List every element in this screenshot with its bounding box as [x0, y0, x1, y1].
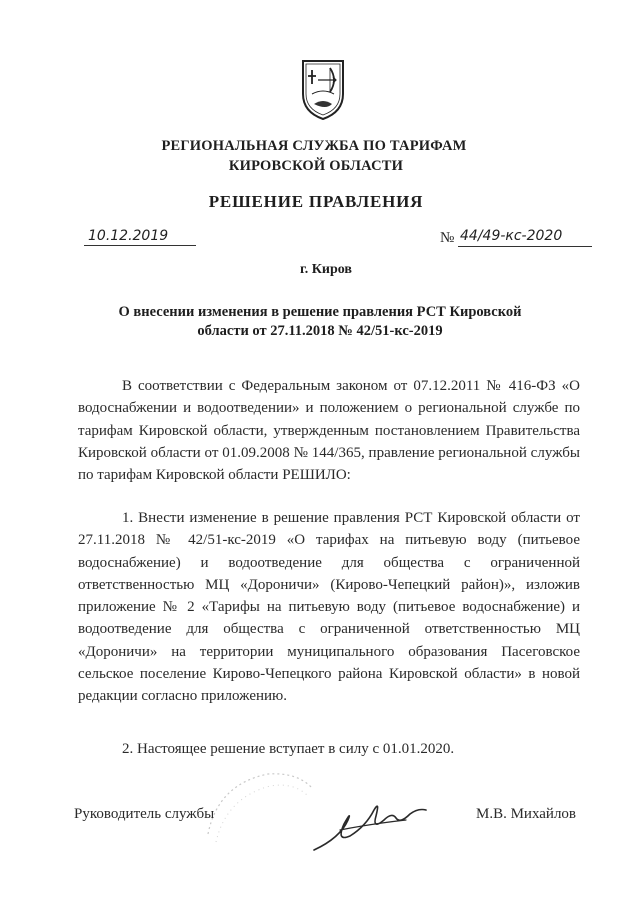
- faint-stamp-icon: [198, 764, 318, 864]
- city: г. Киров: [300, 262, 352, 277]
- date-underline: [84, 245, 196, 246]
- organization-name-line1: РЕГИОНАЛЬНАЯ СЛУЖБА ПО ТАРИФАМ: [161, 138, 467, 154]
- organization-name-line2: КИРОВСКОЙ ОБЛАСТИ: [228, 158, 404, 174]
- kirov-oblast-coat-of-arms-icon: [300, 58, 346, 122]
- number-underline: [458, 246, 592, 247]
- document-subject: [0, 303, 640, 341]
- subject-line2: области от 27.11.2018 № 42/51-кс-2019: [197, 323, 443, 339]
- document-type-title: РЕШЕНИЕ ПРАВЛЕНИЯ: [208, 192, 424, 211]
- document-date: 10.12.2019: [88, 228, 169, 244]
- document-number: 44/49-кс-2020: [460, 228, 563, 244]
- decision-item-1: 1. Внести изменение в решение правления РСТ Кировской области от 27.11.2018 № 42/51-кс-2019 «О тарифах на питьевую воду (питьевое водоснабжение) и водоотведение для общества с ограниченной ответственностью МЦ «Дороничи» (Кирово-Чепецкий район)», изложив приложение № 2 «Тарифы на питьевую воду (питьевое водоснабжение) и водоотведение для общества с ограниченной ответственностью МЦ «Дороничи» на территории муниципального образования Пасеговское сельское поселение Кирово-Чепецкого района Кировской области» в новой редакции согласно приложению.: [78, 510, 580, 705]
- signer-name: М.В. Михайлов: [476, 806, 577, 822]
- number-sign: №: [440, 230, 455, 246]
- subject-line1: О внесении изменения в решение правления РСТ Кировской: [118, 304, 522, 320]
- signer-position: Руководитель службы: [74, 806, 215, 822]
- handwritten-signature-icon: [310, 790, 430, 860]
- preamble-paragraph: В соответствии с Федеральным законом от 07.12.2011 № 416-ФЗ «О водоснабжении и водоотведении» и положением о региональной службе по тарифам Кировской области, утвержденным постановлением Правительства Кировской области от 01.09.2008 № 144/365, правление региональной службы по тарифам Кировской области РЕШИЛО:: [78, 378, 580, 484]
- decision-item-2: 2. Настоящее решение вступает в силу с 01.01.2020.: [122, 741, 455, 757]
